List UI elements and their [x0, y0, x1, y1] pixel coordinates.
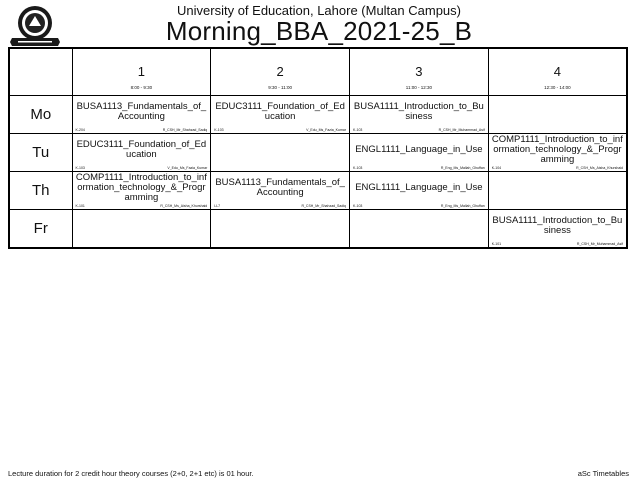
- period-time: 8:00 - 9:30: [130, 85, 153, 90]
- subject-name: [492, 174, 623, 202]
- lesson-cell[interactable]: [350, 171, 489, 209]
- subject-name: EDUC3111_Foundation_of_Education: [215, 100, 345, 122]
- period-header: [72, 48, 211, 95]
- empty-cell: [211, 133, 350, 171]
- period-header: [350, 48, 489, 95]
- empty-cell: [72, 209, 211, 248]
- class-title: Morning_BBA_2021-25_B: [165, 16, 473, 46]
- teacher-label: V_Edu_Ms_Fazia_Kumar: [306, 127, 346, 132]
- lesson-cell[interactable]: [488, 133, 627, 171]
- room-label: K-104: [491, 165, 502, 170]
- lesson-cell[interactable]: [488, 209, 627, 248]
- room-label: K-204: [75, 127, 85, 132]
- lesson-cell[interactable]: [350, 95, 489, 133]
- empty-cell: [488, 171, 627, 209]
- room-label: LL7: [214, 203, 221, 208]
- lesson-cell[interactable]: [72, 133, 211, 171]
- period-time: 11:00 - 12:30: [405, 85, 432, 90]
- room-label: K-103: [353, 203, 363, 208]
- subject-name: EDUC3111_Foundation_of_Education: [76, 138, 207, 160]
- room-label: K-101: [75, 203, 85, 208]
- lesson-cell[interactable]: [350, 133, 489, 171]
- footer-note: Lecture duration for 2 credit hour theory courses (2+0, 2+1 etc) is 01 hour.: [8, 469, 254, 478]
- day-label: Th: [9, 171, 72, 209]
- subject-name: BUSA1113_Fundamentals_of_Accounting: [76, 100, 207, 122]
- teacher-label: R_CSH_Ms_Aisha_Khurshaid: [160, 203, 208, 208]
- teacher-label: R_CSH_Mr_Shahzad_Sadiq: [162, 127, 208, 132]
- room-label: K-103: [214, 127, 224, 132]
- room-label: K-103: [353, 127, 363, 132]
- room-label: K-101: [491, 241, 502, 246]
- subject-name: [76, 212, 208, 240]
- period-number: 4: [553, 64, 561, 79]
- room-label: K-103: [75, 165, 85, 170]
- period-time: 9:30 - 11:00: [268, 85, 292, 90]
- teacher-label: R_CSH_Mr_Muhammad_Asif: [438, 127, 485, 132]
- subject-name: [353, 212, 485, 240]
- subject-name: COMP1111_Introduction_to_information_technology_&_Programming: [75, 171, 207, 203]
- institution-name: University of Education, Lahore (Multan Campus): [177, 3, 461, 18]
- period-number: 3: [415, 64, 423, 79]
- subject-name: [214, 212, 346, 240]
- subject-name: [492, 98, 623, 126]
- empty-cell: [350, 209, 489, 248]
- day-row-monday: [9, 95, 627, 133]
- subject-name: COMP1111_Introduction_to_information_technology_&_Programming: [491, 133, 623, 165]
- lesson-cell[interactable]: [72, 95, 211, 133]
- day-row-thursday: [9, 171, 627, 209]
- room-label: K-103: [353, 165, 363, 170]
- teacher-label: V_Edu_Ms_Fazia_Kumar: [167, 165, 208, 170]
- period-header-row: [9, 48, 627, 95]
- teacher-label: R_CSH_Ms_Aisha_Khurshaid: [576, 165, 623, 170]
- day-row-friday: [9, 209, 627, 248]
- subject-name: ENGL1111_Language_in_Use: [355, 143, 483, 155]
- subject-name: ENGL1111_Language_in_Use: [355, 181, 483, 193]
- timetable-grid: [8, 47, 628, 249]
- teacher-label: R_Eng_Ms_Mallah_Ghuffan: [440, 165, 485, 170]
- day-label: Tu: [9, 133, 72, 171]
- teacher-label: R_CSH_Mr_Muhammad_Asif: [576, 241, 623, 246]
- teacher-label: R_Eng_Ms_Mallah_Ghuffan: [440, 203, 485, 208]
- day-row-tuesday: [9, 133, 627, 171]
- day-label: Fr: [9, 209, 72, 248]
- period-number: 1: [137, 64, 145, 79]
- period-header: [211, 48, 350, 95]
- lesson-cell[interactable]: [211, 95, 350, 133]
- period-header: [488, 48, 627, 95]
- subject-name: BUSA1111_Introduction_to_Business: [492, 214, 623, 236]
- period-time: 12:30 - 14:00: [544, 85, 571, 90]
- day-label: Mo: [9, 95, 72, 133]
- empty-cell: [211, 209, 350, 248]
- corner-cell: [9, 48, 72, 95]
- subject-name: BUSA1111_Introduction_to_Business: [353, 100, 484, 122]
- subject-name: BUSA1113_Fundamentals_of_Accounting: [215, 176, 345, 198]
- lesson-cell[interactable]: [72, 171, 211, 209]
- footer-brand: aSc Timetables: [577, 469, 629, 478]
- teacher-label: R_CSH_Mr_Shahzad_Sadiq: [301, 203, 346, 208]
- subject-name: [214, 136, 346, 164]
- period-number: 2: [276, 64, 284, 79]
- lesson-cell[interactable]: [211, 171, 350, 209]
- empty-cell: [488, 95, 627, 133]
